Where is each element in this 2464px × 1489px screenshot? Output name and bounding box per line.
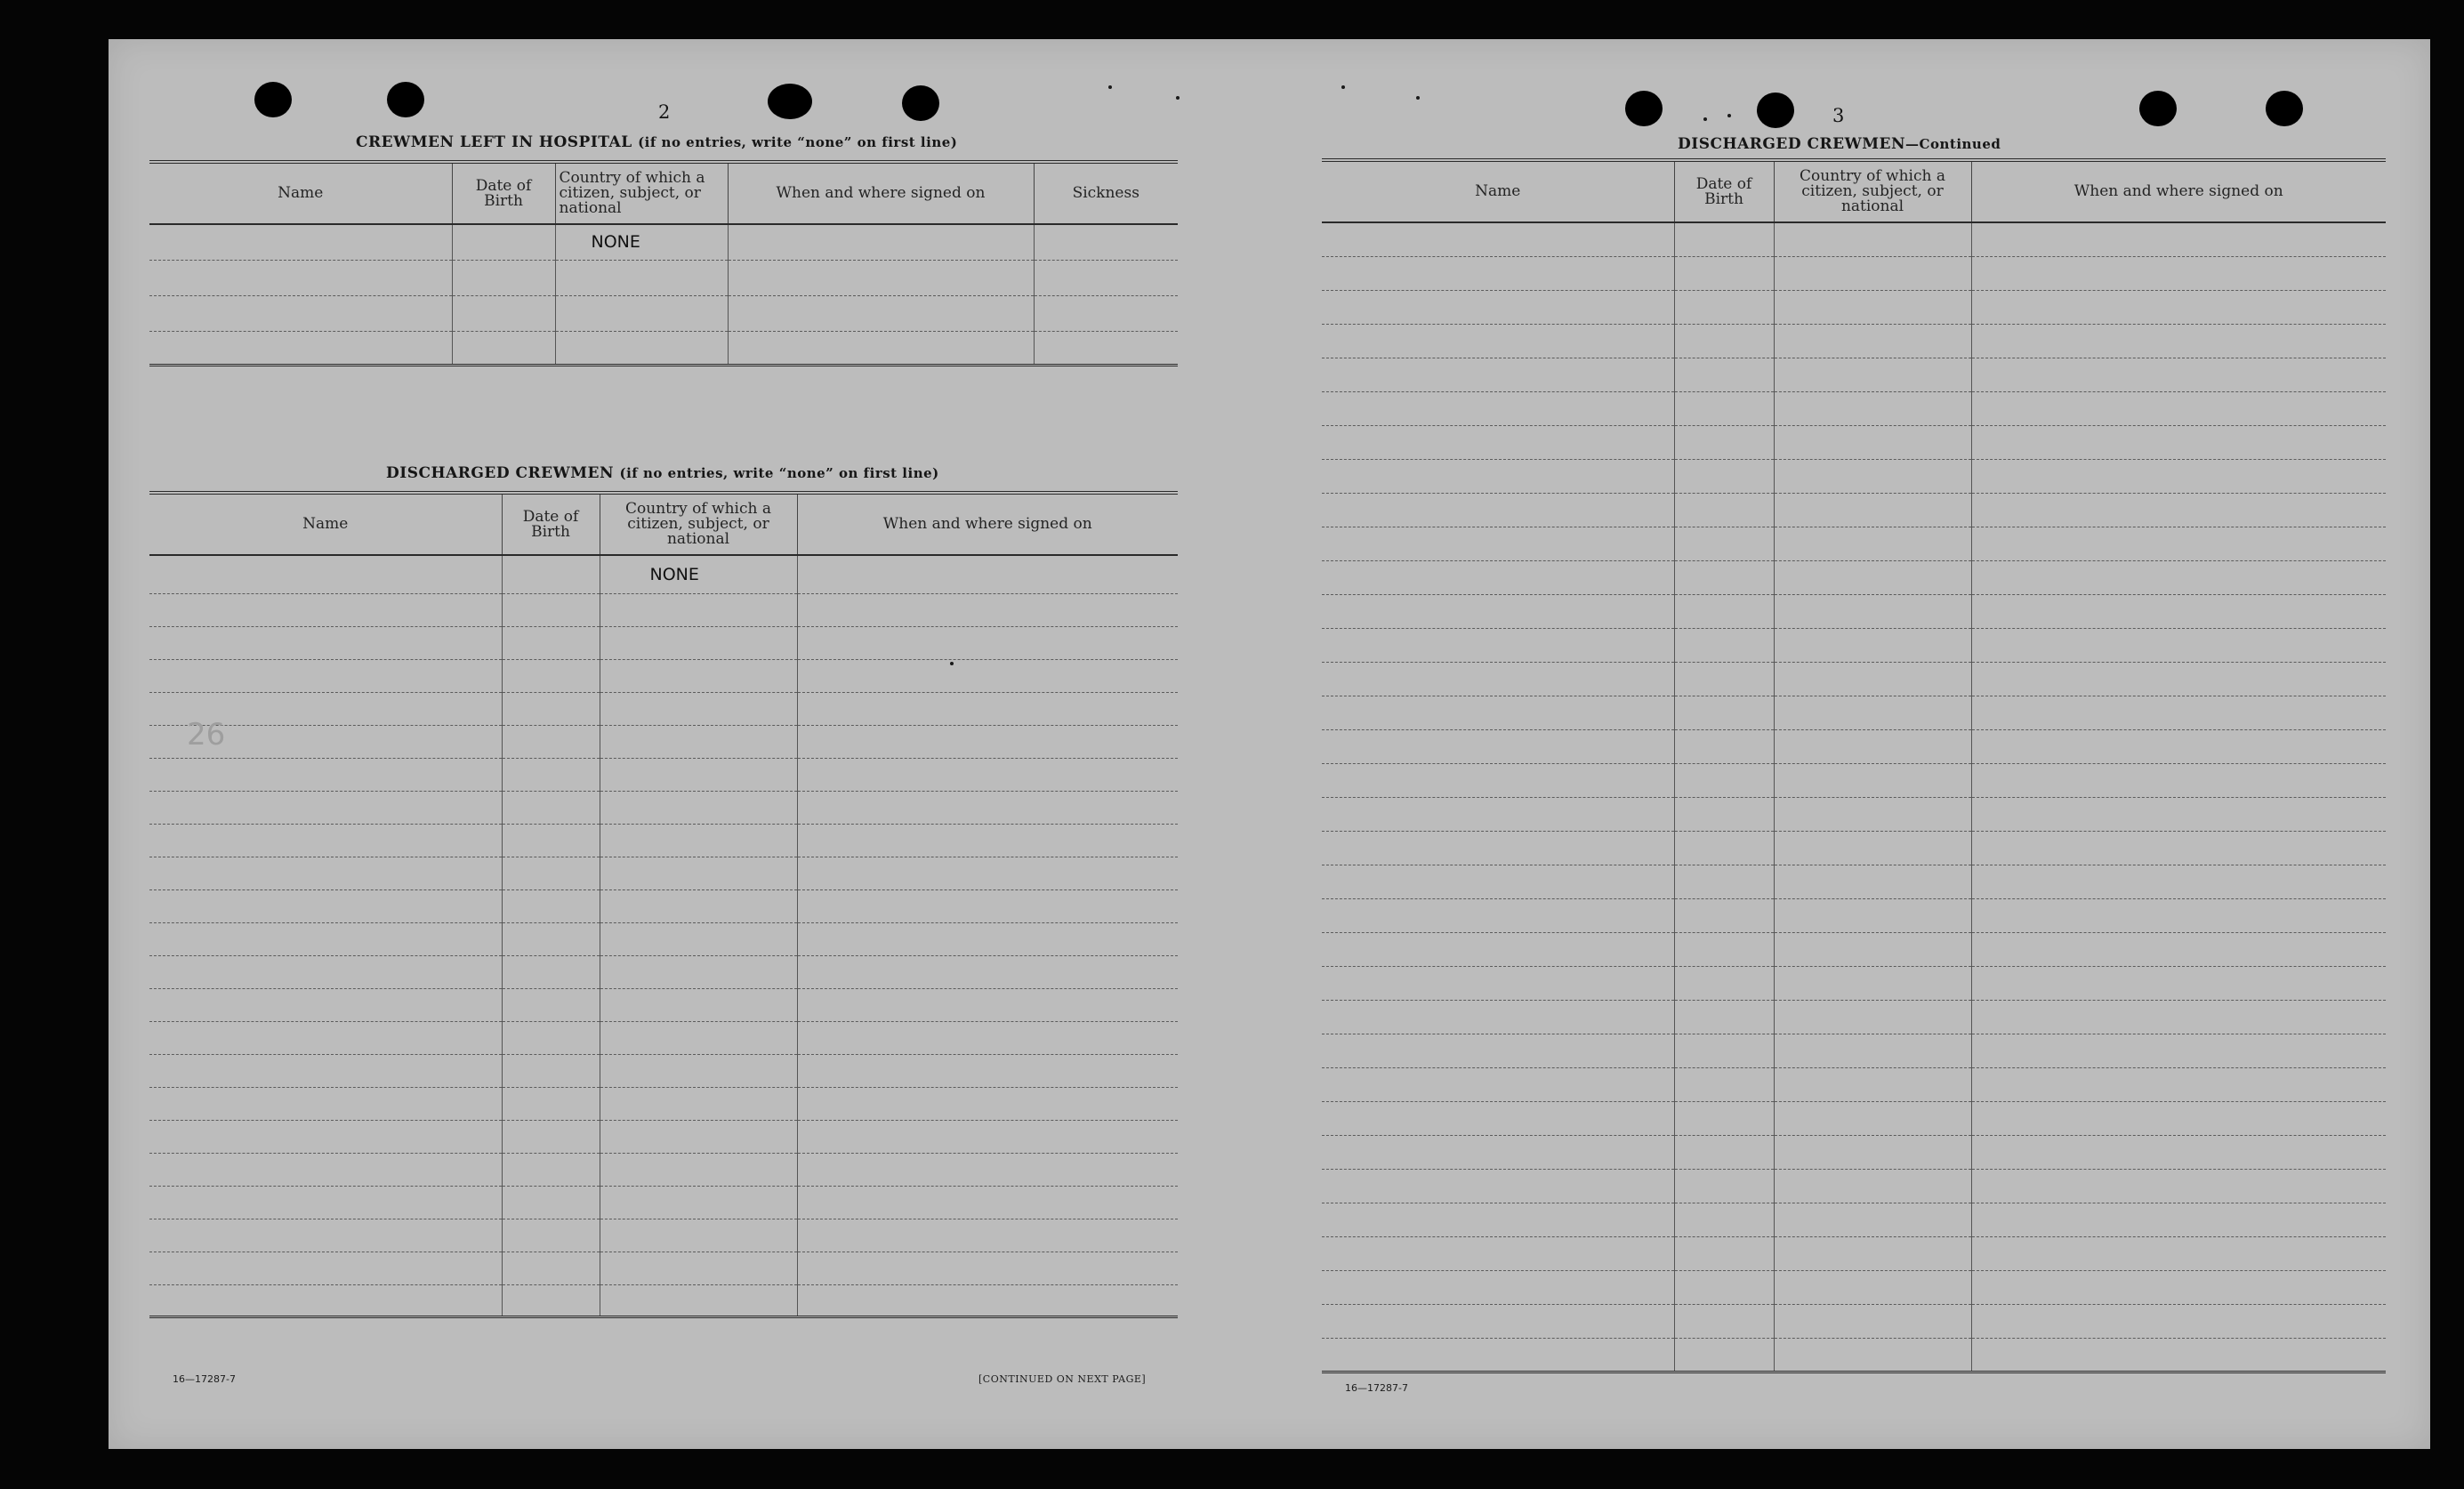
table-cell[interactable]: [1774, 1000, 1971, 1034]
table-cell[interactable]: [600, 1087, 797, 1120]
table-cell[interactable]: [1774, 560, 1971, 594]
table-cell[interactable]: [502, 857, 600, 889]
table-cell[interactable]: [149, 1021, 502, 1054]
ink-speck: [1341, 85, 1345, 89]
punch-hole: [1625, 91, 1663, 126]
table-cell[interactable]: [1774, 459, 1971, 493]
header-date-of-birth: Date of Birth: [452, 162, 555, 224]
table-cell[interactable]: [1774, 1034, 1971, 1067]
table-cell[interactable]: [797, 1186, 1178, 1219]
hospital-title-note: (if no entries, write “none” on first line): [638, 134, 958, 150]
table-cell[interactable]: [1322, 256, 1674, 290]
table-cell[interactable]: [1322, 1169, 1674, 1203]
header-date-of-birth: Date of Birth: [1674, 160, 1774, 222]
table-cell[interactable]: [797, 1120, 1178, 1153]
table-cell[interactable]: [1774, 1338, 1971, 1372]
table-cell[interactable]: [797, 725, 1178, 758]
header-signed-on: When and where signed on: [728, 162, 1034, 224]
table-cell[interactable]: [1674, 1338, 1774, 1372]
table-cell[interactable]: [1322, 797, 1674, 831]
table-cell[interactable]: [1322, 1101, 1674, 1135]
table-cell[interactable]: [1322, 865, 1674, 898]
table-cell[interactable]: [1034, 331, 1178, 365]
table-cell[interactable]: [1674, 966, 1774, 1000]
table-cell[interactable]: [1774, 1236, 1971, 1270]
table-cell[interactable]: [797, 659, 1178, 692]
table-cell[interactable]: [502, 1219, 600, 1252]
table-cell[interactable]: [1971, 527, 2386, 560]
table-cell[interactable]: [797, 889, 1178, 922]
table-cell[interactable]: [1674, 391, 1774, 425]
table-cell[interactable]: [600, 889, 797, 922]
table-cell[interactable]: [1774, 628, 1971, 662]
table-cell[interactable]: [452, 260, 555, 295]
table-cell[interactable]: [1971, 594, 2386, 628]
form-sheet: [109, 39, 2430, 1449]
table-cell[interactable]: [502, 626, 600, 659]
table-cell[interactable]: [600, 955, 797, 988]
table-cell[interactable]: [1322, 932, 1674, 966]
table-cell[interactable]: [1774, 831, 1971, 865]
table-cell[interactable]: [600, 1120, 797, 1153]
table-cell[interactable]: [149, 955, 502, 988]
table-cell[interactable]: [1971, 256, 2386, 290]
table-cell[interactable]: [502, 1087, 600, 1120]
table-cell[interactable]: [600, 988, 797, 1021]
table-cell[interactable]: [1971, 222, 2386, 256]
table-cell[interactable]: [1774, 1101, 1971, 1135]
continued-note: [CONTINUED ON NEXT PAGE]: [978, 1373, 1147, 1385]
table-cell[interactable]: [1971, 763, 2386, 797]
table-cell[interactable]: [1971, 729, 2386, 763]
table-cell[interactable]: [1322, 222, 1674, 256]
ink-speck: [1727, 114, 1731, 117]
header-signed-on: When and where signed on: [797, 493, 1178, 555]
table-cell[interactable]: [502, 889, 600, 922]
table-cell[interactable]: [149, 1186, 502, 1219]
table-cell[interactable]: [1971, 493, 2386, 527]
table-cell[interactable]: [600, 1186, 797, 1219]
table-cell[interactable]: [1971, 662, 2386, 696]
punch-hole: [387, 82, 424, 117]
table-cell[interactable]: [600, 1252, 797, 1284]
table-cell[interactable]: [600, 659, 797, 692]
table-cell[interactable]: [1774, 932, 1971, 966]
table-cell[interactable]: [1674, 459, 1774, 493]
table-cell[interactable]: [1322, 898, 1674, 932]
table-cell[interactable]: [149, 224, 452, 260]
table-cell[interactable]: [1774, 1067, 1971, 1101]
table-cell[interactable]: [600, 692, 797, 725]
table-cell[interactable]: [502, 824, 600, 857]
table-cell[interactable]: [555, 260, 728, 295]
table-cell[interactable]: [600, 725, 797, 758]
table-cell[interactable]: [1322, 1304, 1674, 1338]
table-cell[interactable]: [797, 824, 1178, 857]
table-cell[interactable]: [1322, 1270, 1674, 1304]
punch-hole: [2266, 91, 2303, 126]
table-cell[interactable]: [1674, 1000, 1774, 1034]
table-cell[interactable]: [149, 1120, 502, 1153]
discharged-continued-title: [1678, 135, 2001, 153]
table-cell[interactable]: [797, 857, 1178, 889]
table-cell[interactable]: [1674, 763, 1774, 797]
table-cell[interactable]: [1774, 1169, 1971, 1203]
table-cell[interactable]: [149, 1153, 502, 1186]
table-cell[interactable]: [1674, 560, 1774, 594]
discharged-title-main: DISCHARGED CREWMEN: [386, 464, 615, 482]
table-cell[interactable]: [1674, 290, 1774, 324]
table-cell[interactable]: [1971, 560, 2386, 594]
table-cell[interactable]: [1674, 1169, 1774, 1203]
form-code-left: 16—17287-7: [173, 1373, 236, 1385]
table-cell[interactable]: [600, 922, 797, 955]
table-cell[interactable]: [149, 988, 502, 1021]
table-cell[interactable]: [1674, 831, 1774, 865]
table-cell[interactable]: [797, 1021, 1178, 1054]
table-cell[interactable]: [452, 331, 555, 365]
table-cell[interactable]: [797, 1252, 1178, 1284]
table-cell[interactable]: [1322, 1000, 1674, 1034]
table-cell[interactable]: [1971, 1101, 2386, 1135]
table-cell[interactable]: [1971, 831, 2386, 865]
table-cell[interactable]: [1774, 290, 1971, 324]
header-country: Country of which a citizen, subject, or national: [1774, 160, 1971, 222]
table-cell[interactable]: [1322, 1203, 1674, 1236]
table-cell[interactable]: [1674, 865, 1774, 898]
table-cell[interactable]: [1774, 527, 1971, 560]
discharged-section-title: [386, 464, 939, 482]
table-cell[interactable]: [502, 988, 600, 1021]
table-cell[interactable]: [1322, 628, 1674, 662]
header-country: Country of which a citizen, subject, or national: [600, 493, 797, 555]
table-cell[interactable]: [502, 1021, 600, 1054]
table-cell[interactable]: [797, 1219, 1178, 1252]
table-cell[interactable]: [797, 791, 1178, 824]
form-code-right: 16—17287-7: [1345, 1382, 1408, 1394]
hospital-section-title: [356, 133, 957, 151]
table-cell[interactable]: [600, 758, 797, 791]
table-cell[interactable]: [1774, 594, 1971, 628]
table-cell[interactable]: [1674, 729, 1774, 763]
ink-speck: [1176, 96, 1180, 100]
table-cell[interactable]: [1674, 222, 1774, 256]
table-cell[interactable]: [1322, 560, 1674, 594]
table-cell[interactable]: [149, 331, 452, 365]
table-cell[interactable]: [728, 260, 1034, 295]
table-cell[interactable]: [797, 1087, 1178, 1120]
table-cell[interactable]: [1322, 662, 1674, 696]
table-cell[interactable]: [502, 1120, 600, 1153]
table-cell[interactable]: [1971, 1236, 2386, 1270]
table-cell[interactable]: [1774, 662, 1971, 696]
table-cell[interactable]: [452, 224, 555, 260]
header-name: Name: [149, 162, 452, 224]
table-cell[interactable]: [1971, 1000, 2386, 1034]
table-cell[interactable]: [1774, 256, 1971, 290]
table-cell[interactable]: [149, 824, 502, 857]
table-cell[interactable]: [797, 1153, 1178, 1186]
table-cell[interactable]: [1322, 459, 1674, 493]
table-cell[interactable]: [1971, 696, 2386, 729]
table-cell[interactable]: [1774, 1304, 1971, 1338]
table-cell[interactable]: [149, 1252, 502, 1284]
table-cell[interactable]: [1322, 391, 1674, 425]
discharged-title-note: (if no entries, write “none” on first line): [619, 465, 939, 481]
table-cell[interactable]: [149, 758, 502, 791]
table-cell[interactable]: [797, 988, 1178, 1021]
table-cell[interactable]: [600, 791, 797, 824]
page-number-right: 3: [1832, 105, 1845, 126]
page-number-left: 2: [658, 101, 671, 123]
table-cell[interactable]: [502, 758, 600, 791]
table-cell[interactable]: [149, 1054, 502, 1087]
ink-speck: [1703, 117, 1707, 121]
table-cell[interactable]: [1774, 324, 1971, 358]
table-cell[interactable]: [1774, 729, 1971, 763]
table-cell[interactable]: [1674, 527, 1774, 560]
table-cell[interactable]: [1674, 1034, 1774, 1067]
table-cell[interactable]: [502, 555, 600, 593]
table-cell[interactable]: [1774, 1203, 1971, 1236]
header-country: Country of which a citizen, subject, or national: [555, 162, 728, 224]
header-name: Name: [149, 493, 502, 555]
table-cell[interactable]: [149, 1284, 502, 1316]
table-cell[interactable]: [1322, 763, 1674, 797]
table-cell[interactable]: [1971, 797, 2386, 831]
table-cell[interactable]: [1774, 222, 1971, 256]
table-cell[interactable]: [149, 659, 502, 692]
table-cell[interactable]: [728, 295, 1034, 331]
hospital-title-main: CREWMEN LEFT IN HOSPITAL: [356, 133, 632, 151]
table-cell[interactable]: [1674, 358, 1774, 391]
table-cell[interactable]: [1774, 865, 1971, 898]
table-cell[interactable]: [502, 791, 600, 824]
table-cell[interactable]: [502, 1054, 600, 1087]
table-cell[interactable]: [1674, 1067, 1774, 1101]
table-cell[interactable]: [149, 889, 502, 922]
table-cell[interactable]: [555, 295, 728, 331]
table-cell[interactable]: [1971, 1270, 2386, 1304]
table-cell[interactable]: [1322, 1034, 1674, 1067]
table-cell[interactable]: [1674, 662, 1774, 696]
table-cell[interactable]: [149, 260, 452, 295]
table-cell[interactable]: [502, 692, 600, 725]
table-cell[interactable]: [1674, 425, 1774, 459]
table-cell[interactable]: [1322, 966, 1674, 1000]
table-cell[interactable]: [1322, 729, 1674, 763]
table-cell[interactable]: [1674, 1203, 1774, 1236]
table-cell[interactable]: [1322, 290, 1674, 324]
table-cell[interactable]: [797, 593, 1178, 626]
faint-margin-mark: 26: [187, 717, 226, 753]
table-cell[interactable]: [1971, 324, 2386, 358]
table-cell[interactable]: [1322, 493, 1674, 527]
table-cell[interactable]: [502, 1284, 600, 1316]
table-cell[interactable]: [600, 857, 797, 889]
header-signed-on: When and where signed on: [1971, 160, 2386, 222]
table-cell[interactable]: [1674, 594, 1774, 628]
table-cell[interactable]: [728, 331, 1034, 365]
table-cell[interactable]: [600, 1284, 797, 1316]
table-cell[interactable]: [1674, 1304, 1774, 1338]
table-cell[interactable]: [1774, 797, 1971, 831]
table-cell[interactable]: [600, 1219, 797, 1252]
table-cell[interactable]: [149, 1219, 502, 1252]
table-cell[interactable]: [1971, 898, 2386, 932]
table-cell[interactable]: [728, 224, 1034, 260]
table-cell[interactable]: [1322, 425, 1674, 459]
table-cell[interactable]: [502, 593, 600, 626]
header-date-of-birth: Date of Birth: [502, 493, 600, 555]
table-cell[interactable]: [1774, 391, 1971, 425]
table-cell[interactable]: [1674, 324, 1774, 358]
table-cell[interactable]: [149, 593, 502, 626]
table-cell[interactable]: [1322, 324, 1674, 358]
table-cell[interactable]: [1774, 966, 1971, 1000]
table-cell[interactable]: [1674, 1236, 1774, 1270]
table-cell[interactable]: [797, 1284, 1178, 1316]
table-cell[interactable]: [149, 1087, 502, 1120]
discharged-entry[interactable]: NONE: [600, 555, 797, 593]
table-cell[interactable]: [1674, 256, 1774, 290]
table-cell[interactable]: [1322, 358, 1674, 391]
table-cell[interactable]: [1034, 224, 1178, 260]
table-cell[interactable]: [1971, 1338, 2386, 1372]
table-cell[interactable]: [149, 791, 502, 824]
table-cell[interactable]: [1971, 1067, 2386, 1101]
table-cell[interactable]: [1774, 763, 1971, 797]
table-cell[interactable]: [452, 295, 555, 331]
table-cell[interactable]: [1322, 1236, 1674, 1270]
table-cell[interactable]: [1971, 1169, 2386, 1203]
table-cell[interactable]: [1674, 628, 1774, 662]
table-cell[interactable]: [797, 758, 1178, 791]
table-cell[interactable]: [149, 922, 502, 955]
table-cell[interactable]: [600, 1054, 797, 1087]
table-cell[interactable]: [1971, 425, 2386, 459]
table-cell[interactable]: [1774, 493, 1971, 527]
table-cell[interactable]: [1774, 358, 1971, 391]
table-cell[interactable]: [1322, 1338, 1674, 1372]
table-cell[interactable]: [1971, 1203, 2386, 1236]
table-cell[interactable]: [1322, 527, 1674, 560]
table-cell[interactable]: [1774, 1270, 1971, 1304]
discharged-table-right: [1322, 158, 2386, 1373]
table-cell[interactable]: [1322, 696, 1674, 729]
table-cell[interactable]: [502, 955, 600, 988]
table-cell[interactable]: [1322, 1135, 1674, 1169]
table-cell[interactable]: [797, 555, 1178, 593]
table-cell[interactable]: [1322, 831, 1674, 865]
table-cell[interactable]: [1971, 1304, 2386, 1338]
table-cell[interactable]: [1971, 1135, 2386, 1169]
table-cell[interactable]: [502, 659, 600, 692]
table-cell[interactable]: [149, 555, 502, 593]
table-cell[interactable]: [502, 1186, 600, 1219]
table-cell[interactable]: [1674, 898, 1774, 932]
table-cell[interactable]: [1674, 1270, 1774, 1304]
punch-hole: [768, 84, 812, 119]
table-cell[interactable]: [1674, 493, 1774, 527]
table-cell[interactable]: [1774, 1135, 1971, 1169]
punch-hole: [1757, 93, 1794, 128]
table-cell[interactable]: [1971, 865, 2386, 898]
table-cell[interactable]: [1971, 966, 2386, 1000]
hospital-table: [149, 160, 1178, 366]
table-cell[interactable]: [149, 626, 502, 659]
table-cell[interactable]: [502, 1153, 600, 1186]
table-cell[interactable]: [502, 1252, 600, 1284]
table-cell[interactable]: [1971, 459, 2386, 493]
hospital-entry[interactable]: NONE: [555, 224, 728, 260]
table-cell[interactable]: [1322, 1067, 1674, 1101]
header-name: Name: [1322, 160, 1674, 222]
table-cell[interactable]: [1674, 797, 1774, 831]
table-cell[interactable]: [797, 692, 1178, 725]
table-cell[interactable]: [1322, 594, 1674, 628]
table-cell[interactable]: [1971, 290, 2386, 324]
table-cell[interactable]: [1034, 295, 1178, 331]
table-cell[interactable]: [600, 824, 797, 857]
table-cell[interactable]: [797, 922, 1178, 955]
table-cell[interactable]: [797, 626, 1178, 659]
ink-speck: [1416, 96, 1420, 100]
table-cell[interactable]: [555, 331, 728, 365]
table-cell[interactable]: [149, 295, 452, 331]
header-sickness: Sickness: [1034, 162, 1178, 224]
continued-label: —Continued: [1905, 136, 2001, 152]
table-cell[interactable]: [600, 626, 797, 659]
punch-hole: [254, 82, 292, 117]
table-cell[interactable]: [1774, 898, 1971, 932]
table-cell[interactable]: [1774, 425, 1971, 459]
discharged-table-left: [149, 491, 1178, 1318]
punch-hole: [902, 85, 939, 121]
table-cell[interactable]: [797, 955, 1178, 988]
table-cell[interactable]: [1674, 1101, 1774, 1135]
table-cell[interactable]: [1971, 628, 2386, 662]
discharged-title-main-right: DISCHARGED CREWMEN: [1678, 135, 1906, 153]
table-cell[interactable]: [1971, 1034, 2386, 1067]
ink-speck: [1108, 85, 1112, 89]
table-cell[interactable]: [600, 1021, 797, 1054]
table-cell[interactable]: [1774, 696, 1971, 729]
table-cell[interactable]: [149, 857, 502, 889]
table-cell[interactable]: [1674, 1135, 1774, 1169]
table-cell[interactable]: [1971, 391, 2386, 425]
table-cell[interactable]: [600, 1153, 797, 1186]
punch-hole: [2139, 91, 2177, 126]
table-cell[interactable]: [1034, 260, 1178, 295]
table-cell[interactable]: [1674, 696, 1774, 729]
table-cell[interactable]: [600, 593, 797, 626]
table-cell[interactable]: [797, 1054, 1178, 1087]
table-cell[interactable]: [1674, 932, 1774, 966]
table-cell[interactable]: [1971, 358, 2386, 391]
table-cell[interactable]: [502, 922, 600, 955]
table-cell[interactable]: [502, 725, 600, 758]
table-cell[interactable]: [1971, 932, 2386, 966]
